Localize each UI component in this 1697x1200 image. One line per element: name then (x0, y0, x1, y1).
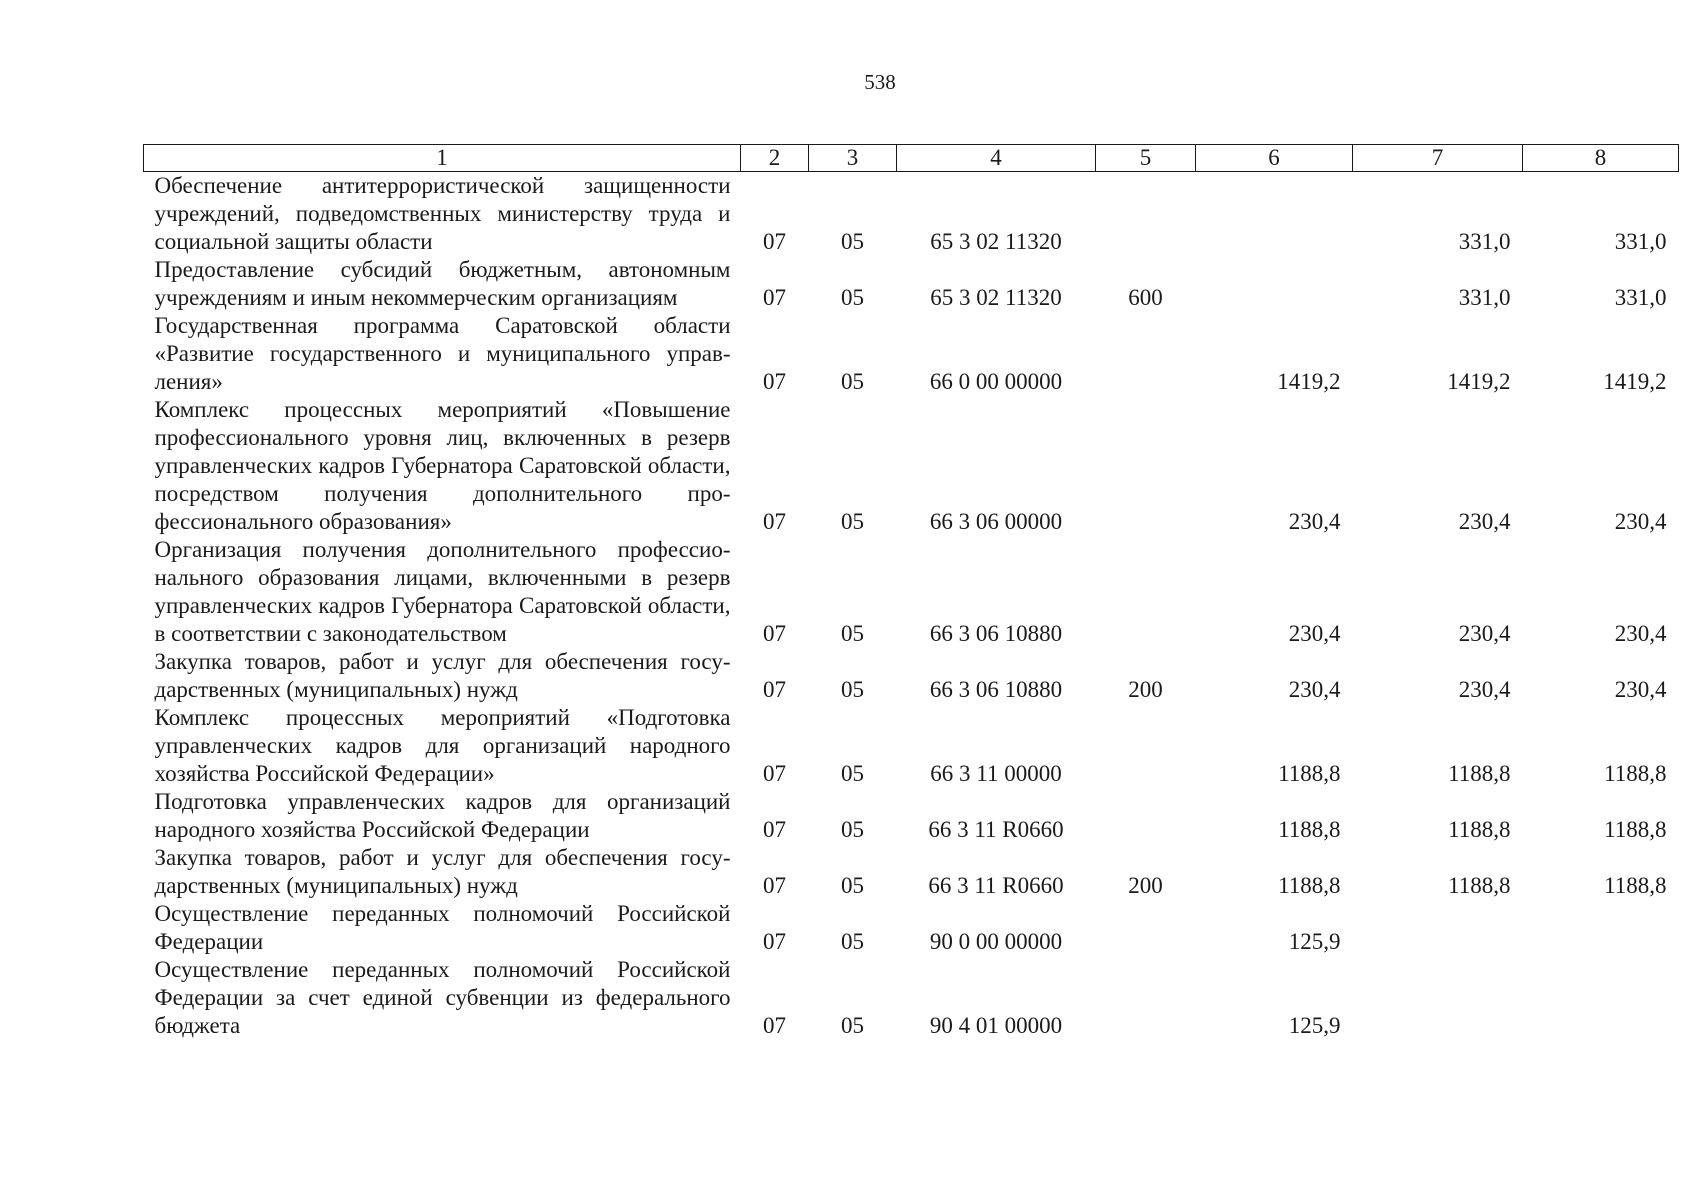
row-razdel: 07 (763, 509, 786, 534)
row-name: Подготовка управленческих кадров для организаций народного хозяйства Российской Федерации (154, 789, 731, 842)
row-amount-col7: 1419,2 (1447, 369, 1511, 394)
table-row (144, 648, 1679, 704)
row-target-article: 66 3 11 R0660 (928, 817, 1064, 842)
column-header: 5 (1096, 145, 1196, 172)
row-amount-col7: 1188,8 (1448, 761, 1511, 786)
row-razdel: 07 (763, 369, 786, 394)
table-row (144, 844, 1679, 900)
column-header: 6 (1196, 145, 1353, 172)
table-row (144, 536, 1679, 648)
row-target-article: 65 3 02 11320 (930, 229, 1062, 254)
column-header: 2 (741, 145, 809, 172)
row-podrazdel: 05 (841, 761, 864, 786)
row-razdel: 07 (763, 621, 786, 646)
row-amount-col6: 230,4 (1288, 677, 1341, 702)
table-body (144, 172, 1679, 1041)
row-amount-col7: 1188,8 (1448, 817, 1511, 842)
row-expense-type (1096, 788, 1196, 844)
row-amount-col7 (1353, 900, 1523, 956)
row-expense-type (1096, 900, 1196, 956)
row-amount-col8: 1419,2 (1603, 369, 1667, 394)
row-amount-col7: 230,4 (1458, 509, 1511, 534)
column-header: 8 (1523, 145, 1679, 172)
row-name: Закупка товаров, работ и услуг для обеспечения государственных (муниципальных) нужд (154, 649, 731, 702)
row-amount-col7: 331,0 (1458, 229, 1511, 254)
row-amount-col6: 230,4 (1288, 621, 1341, 646)
row-razdel: 07 (763, 677, 786, 702)
row-amount-col6 (1196, 256, 1353, 312)
row-expense-type: 200 (1128, 873, 1163, 898)
row-target-article: 66 3 06 10880 (929, 677, 1063, 702)
row-podrazdel: 05 (841, 621, 864, 646)
row-amount-col8 (1523, 956, 1679, 1040)
row-amount-col6: 1188,8 (1278, 817, 1341, 842)
row-target-article: 90 0 00 00000 (929, 929, 1063, 954)
row-amount-col8: 230,4 (1614, 509, 1667, 534)
column-header: 7 (1353, 145, 1523, 172)
row-expense-type (1096, 396, 1196, 536)
row-expense-type (1096, 956, 1196, 1040)
row-target-article: 66 3 06 10880 (929, 621, 1063, 646)
table-row (144, 312, 1679, 396)
row-amount-col6: 1188,8 (1278, 873, 1341, 898)
table-header-row (144, 145, 1679, 172)
row-expense-type: 200 (1128, 677, 1163, 702)
row-name: Комплекс процессных мероприятий «Повышение профессионального уровня лиц, включенных в резерв управленческих кадров Губернатора Саратовской области, посредством получения дополнительного профессионального образования» (154, 397, 731, 534)
row-amount-col8: 331,0 (1614, 229, 1667, 254)
row-amount-col8: 1188,8 (1604, 817, 1667, 842)
row-razdel: 07 (763, 285, 786, 310)
row-podrazdel: 05 (841, 369, 864, 394)
row-name: Комплекс процессных мероприятий «Подготовка управленческих кадров для организаций народного хозяйства Российской Федерации» (154, 705, 731, 786)
row-amount-col6: 1188,8 (1278, 761, 1341, 786)
row-amount-col7: 230,4 (1458, 621, 1511, 646)
table-row (144, 788, 1679, 844)
row-razdel: 07 (763, 817, 786, 842)
row-expense-type (1096, 704, 1196, 788)
row-target-article: 66 3 06 00000 (929, 509, 1063, 534)
table-row (144, 956, 1679, 1040)
row-amount-col6 (1196, 172, 1353, 257)
row-amount-col6: 125,9 (1288, 929, 1341, 954)
row-podrazdel: 05 (841, 677, 864, 702)
column-header: 3 (809, 145, 897, 172)
row-amount-col6: 1419,2 (1277, 369, 1341, 394)
row-razdel: 07 (763, 761, 786, 786)
row-amount-col8: 230,4 (1614, 677, 1667, 702)
row-amount-col8: 331,0 (1614, 285, 1667, 310)
column-header: 4 (897, 145, 1096, 172)
row-name: Закупка товаров, работ и услуг для обеспечения государственных (муниципальных) нужд (154, 845, 731, 898)
row-amount-col6: 230,4 (1288, 509, 1341, 534)
row-name: Государственная программа Саратовской области «Развитие государственного и муниципального управления» (154, 313, 731, 394)
row-name: Осуществление переданных полномочий Российской Федерации за счет единой субвенции из федерального бюджета (154, 957, 731, 1038)
row-podrazdel: 05 (841, 817, 864, 842)
row-podrazdel: 05 (841, 929, 864, 954)
row-razdel: 07 (763, 929, 786, 954)
row-target-article: 65 3 02 11320 (930, 285, 1062, 310)
row-podrazdel: 05 (841, 873, 864, 898)
table-row (144, 900, 1679, 956)
row-name: Осуществление переданных полномочий Российской Федерации (154, 901, 731, 954)
row-target-article: 66 3 11 R0660 (928, 873, 1064, 898)
row-name: Организация получения дополнительного профессионального образования лицами, включенными в резерв управленческих кадров Губернатора Саратовской области, в соответствии с законодательством (154, 537, 731, 646)
table-row (144, 396, 1679, 536)
table-row (144, 256, 1679, 312)
row-amount-col7: 230,4 (1458, 677, 1511, 702)
row-podrazdel: 05 (841, 285, 864, 310)
row-amount-col8 (1523, 900, 1679, 956)
row-podrazdel: 05 (841, 1013, 864, 1038)
row-razdel: 07 (763, 229, 786, 254)
row-expense-type: 600 (1128, 285, 1163, 310)
row-amount-col6: 125,9 (1288, 1013, 1341, 1038)
row-target-article: 66 3 11 00000 (930, 761, 1062, 786)
page-number: 538 (864, 70, 896, 94)
row-razdel: 07 (763, 1013, 786, 1038)
row-expense-type (1096, 312, 1196, 396)
row-amount-col8: 1188,8 (1604, 761, 1667, 786)
row-amount-col7 (1353, 956, 1523, 1040)
budget-table (143, 144, 1679, 1040)
row-amount-col8: 1188,8 (1604, 873, 1667, 898)
table-row (144, 704, 1679, 788)
column-header: 1 (144, 145, 741, 172)
row-amount-col7: 331,0 (1458, 285, 1511, 310)
row-name: Предоставление субсидий бюджетным, автономным учреждениям и иным некоммерческим организациям (154, 257, 731, 310)
row-razdel: 07 (763, 873, 786, 898)
row-expense-type (1096, 172, 1196, 257)
row-amount-col7: 1188,8 (1448, 873, 1511, 898)
row-target-article: 90 4 01 00000 (929, 1013, 1063, 1038)
row-name: Обеспечение антитеррористической защищенности учреждений, подведомственных министерству труда и социальной защиты области (154, 173, 731, 254)
row-podrazdel: 05 (841, 229, 864, 254)
row-target-article: 66 0 00 00000 (929, 369, 1063, 394)
row-amount-col8: 230,4 (1614, 621, 1667, 646)
row-podrazdel: 05 (841, 509, 864, 534)
row-expense-type (1096, 536, 1196, 648)
table-row (144, 172, 1679, 257)
